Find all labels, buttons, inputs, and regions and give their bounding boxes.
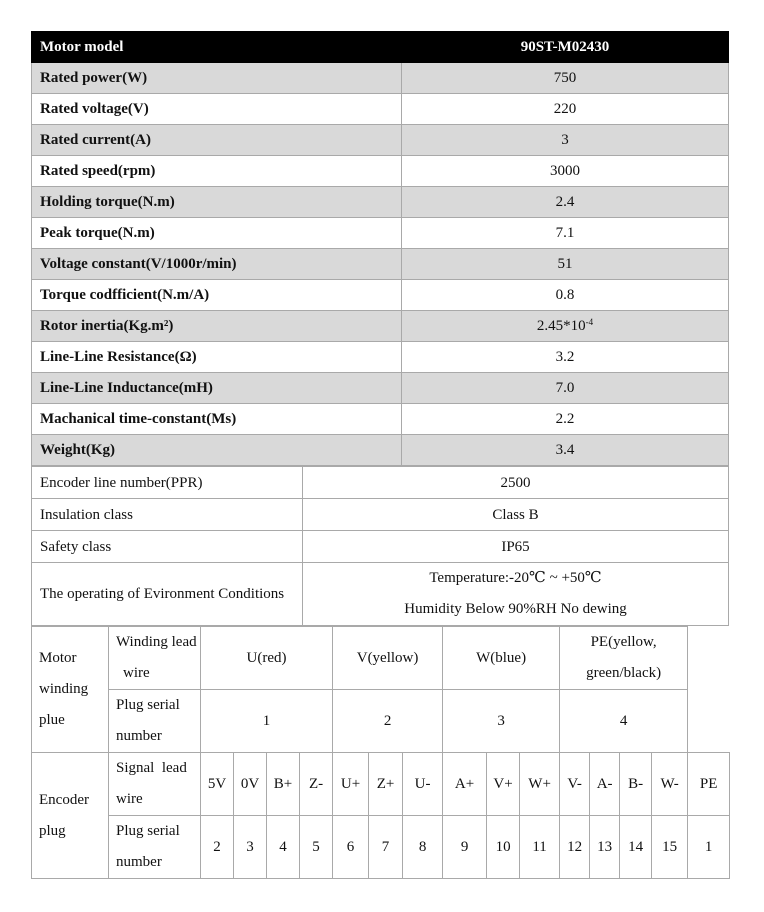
motor-winding-label-line: Motor [39,650,77,666]
encoder-serial-label-line: Plug serial [116,823,180,839]
spec-label: Rated voltage(V) [32,94,402,125]
encoder-signal-row [32,753,730,816]
lead-pe-line: green/black) [586,665,662,681]
encoder-serial-cell: 5 [300,816,333,879]
spec-row [32,125,729,156]
general-table [31,466,729,626]
serial-w: 3 [443,690,560,753]
spec-row [32,311,729,342]
spec-label: Rated speed(rpm) [32,156,402,187]
encoder-serial-cell: 9 [443,816,487,879]
signal-lead-label-line: wire [116,791,143,807]
general-label: Insulation class [32,499,303,531]
general-row [32,499,729,531]
spec-row [32,94,729,125]
serial-v: 2 [333,690,443,753]
winding-lead-row [32,627,730,690]
spec-value: 7.1 [402,218,729,249]
spec-header-label: Motor model [32,32,402,63]
spec-label: Weight(Kg) [32,435,402,466]
spec-label: Voltage constant(V/1000r/min) [32,249,402,280]
serial-u: 1 [201,690,333,753]
winding-lead-label [109,627,201,690]
general-row [32,531,729,563]
spec-row [32,63,729,94]
encoder-signal-cell: U- [403,753,443,816]
spec-label: Machanical time-constant(Ms) [32,404,402,435]
encoder-signal-cell: Z+ [369,753,403,816]
spec-row [32,342,729,373]
general-label: Encoder line number(PPR) [32,467,303,499]
encoder-serial-cell: 1 [688,816,730,879]
lead-w: W(blue) [443,627,560,690]
lead-v: V(yellow) [333,627,443,690]
general-value: 2500 [303,467,729,499]
encoder-serial-row [32,816,730,879]
spec-row [32,404,729,435]
encoder-serial-label-line: number [116,854,162,870]
encoder-serial-cell: 11 [520,816,560,879]
spec-label: Rotor inertia(Kg.m²) [32,311,402,342]
encoder-serial-cell: 15 [652,816,688,879]
temperature-text: Temperature:-20℃ ~ +50℃ [429,570,602,586]
encoder-plug-label [32,753,109,879]
encoder-serial-cell: 14 [620,816,652,879]
signal-lead-label-line: Signal lead [116,760,187,776]
spec-label: Holding torque(N.m) [32,187,402,218]
encoder-signal-cell: U+ [333,753,369,816]
spec-value: 0.8 [402,280,729,311]
motor-spec-sheet [31,31,729,889]
spec-value: 3.4 [402,435,729,466]
encoder-serial-label [109,816,201,879]
serial-pe: 4 [560,690,688,753]
environment-label: The operating of Evironment Conditions [32,563,303,626]
spec-row [32,249,729,280]
encoder-signal-cell: Z- [300,753,333,816]
encoder-signal-cell: A+ [443,753,487,816]
spec-row [32,187,729,218]
general-value: Class B [303,499,729,531]
winding-lead-label-line: wire [123,665,150,681]
environment-row [32,563,729,626]
spec-row [32,435,729,466]
spec-value: 2.4 [402,187,729,218]
encoder-signal-cell: A- [590,753,620,816]
encoder-signal-cell: 0V [234,753,267,816]
encoder-signal-cell: B- [620,753,652,816]
encoder-signal-cell: W+ [520,753,560,816]
encoder-serial-cell: 13 [590,816,620,879]
encoder-signal-cell: V- [560,753,590,816]
motor-winding-label [32,627,109,753]
motor-winding-label-line: winding [39,681,89,697]
motor-winding-label-line: plue [39,712,65,728]
encoder-signal-cell: PE [688,753,730,816]
encoder-serial-cell: 7 [369,816,403,879]
spec-label: Torque codfficient(N.m/A) [32,280,402,311]
spec-row [32,280,729,311]
encoder-serial-cell: 8 [403,816,443,879]
winding-lead-label-line: Winding lead [116,634,197,650]
spec-value [402,311,729,342]
winding-serial-label-line: number [116,728,162,744]
encoder-serial-cell: 3 [234,816,267,879]
spec-label: Line-Line Resistance(Ω) [32,342,402,373]
lead-pe [560,627,688,690]
general-row [32,467,729,499]
winding-serial-label-line: Plug serial [116,697,180,713]
environment-value [303,563,729,626]
lead-pe-line: PE(yellow, [590,634,657,650]
spec-value: 3 [402,125,729,156]
signal-lead-label [109,753,201,816]
encoder-signal-cell: W- [652,753,688,816]
general-label: Safety class [32,531,303,563]
winding-serial-row [32,690,730,753]
encoder-plug-label-line: plug [39,822,66,839]
spec-value: 750 [402,63,729,94]
spec-value: 3000 [402,156,729,187]
encoder-signal-cell: B+ [267,753,300,816]
spec-value-base: 2.45*10 [536,318,586,334]
spec-label: Line-Line Inductance(mH) [32,373,402,404]
spec-value-exponent: -4 [585,317,594,327]
spec-header-row [32,32,729,63]
spec-value: 2.2 [402,404,729,435]
spec-row [32,218,729,249]
encoder-serial-cell: 2 [201,816,234,879]
encoder-serial-cell: 12 [560,816,590,879]
general-value: IP65 [303,531,729,563]
spec-value: 3.2 [402,342,729,373]
spec-row [32,156,729,187]
encoder-signal-cell: V+ [487,753,520,816]
encoder-plug-label-line: Encoder [39,791,89,808]
encoder-signal-cell: 5V [201,753,234,816]
encoder-serial-cell: 6 [333,816,369,879]
spec-label: Peak torque(N.m) [32,218,402,249]
spec-label: Rated power(W) [32,63,402,94]
encoder-serial-cell: 4 [267,816,300,879]
spec-value: 51 [402,249,729,280]
spec-value: 7.0 [402,373,729,404]
encoder-serial-cell: 10 [487,816,520,879]
spec-header-value: 90ST-M02430 [402,32,729,63]
spec-label: Rated current(A) [32,125,402,156]
plug-table [31,626,730,879]
winding-serial-label [109,690,201,753]
humidity-text: Humidity Below 90%RH No dewing [404,601,627,617]
spec-row [32,373,729,404]
spec-value: 220 [402,94,729,125]
lead-u: U(red) [201,627,333,690]
spec-table [31,31,729,466]
